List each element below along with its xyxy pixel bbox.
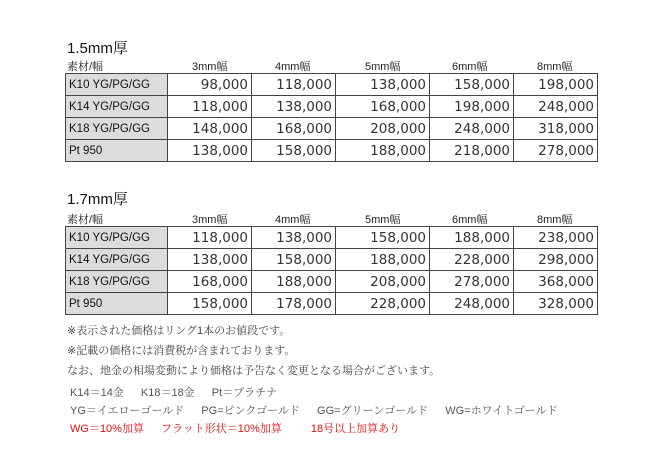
price-cell: 248,000 [430,293,514,315]
section-title-1-5mm: 1.5mm厚 [67,40,128,57]
table-header-1-7mm [65,211,597,227]
note-tax-included: ※記載の価格には消費税が含まれております。 [67,345,296,357]
price-cell: 138,000 [252,96,336,118]
material-cell: Pt 950 [66,140,168,162]
legend-pt: Pt＝プラチナ [211,387,278,399]
legend-gg: GG=グリーンゴールド [317,405,429,417]
surcharge-wg: WG＝10%加算 [70,423,144,435]
header-3mm: 3mm幅 [192,61,228,73]
header-8mm: 8mm幅 [537,214,573,226]
price-cell: 138,000 [168,249,252,271]
price-cell: 278,000 [514,140,598,162]
section-title-1-7mm: 1.7mm厚 [67,191,128,208]
surcharge-notes [70,420,414,436]
header-5mm: 5mm幅 [365,61,401,73]
legend-k18: K18＝18金 [140,387,195,399]
price-cell: 168,000 [168,271,252,293]
price-cell: 158,000 [252,140,336,162]
surcharge-flat: フラット形状＝10%加算 [161,423,282,435]
surcharge-size: 18号以上加算あり [310,423,401,435]
material-cell: K14 YG/PG/GG [66,96,168,118]
price-cell: 98,000 [168,74,252,96]
legend-wg: WG=ホワイトゴールド [445,405,558,417]
price-cell: 208,000 [336,118,430,140]
price-cell: 158,000 [336,227,430,249]
legend-pg: PG=ピンクゴールド [201,405,300,417]
price-cell: 208,000 [336,271,430,293]
price-cell: 198,000 [514,74,598,96]
material-cell: K18 YG/PG/GG [66,271,168,293]
legend-karat [70,384,291,400]
price-cell: 138,000 [336,74,430,96]
price-cell: 198,000 [430,96,514,118]
price-table-1-5mm [65,73,598,162]
material-cell: K14 YG/PG/GG [66,249,168,271]
price-cell: 168,000 [336,96,430,118]
table-row [66,271,598,293]
material-cell: K18 YG/PG/GG [66,118,168,140]
note-price-per-ring: ※表示された価格はリング1本のお値段です。 [67,325,291,337]
price-cell: 138,000 [168,140,252,162]
header-material-width: 素材/幅 [67,214,104,226]
price-cell: 278,000 [430,271,514,293]
price-cell: 148,000 [168,118,252,140]
price-cell: 328,000 [514,293,598,315]
header-material-width: 素材/幅 [67,61,104,73]
price-cell: 188,000 [336,249,430,271]
price-cell: 188,000 [252,271,336,293]
price-cell: 118,000 [168,96,252,118]
price-cell: 228,000 [430,249,514,271]
price-cell: 158,000 [168,293,252,315]
table-row [66,227,598,249]
material-cell: K10 YG/PG/GG [66,74,168,96]
price-cell: 118,000 [168,227,252,249]
price-cell: 248,000 [430,118,514,140]
table-row [66,249,598,271]
price-cell: 158,000 [430,74,514,96]
price-cell: 228,000 [336,293,430,315]
table-row [66,118,598,140]
table-row [66,74,598,96]
header-5mm: 5mm幅 [365,214,401,226]
header-6mm: 6mm幅 [452,61,488,73]
price-cell: 188,000 [336,140,430,162]
table-header-1-5mm [65,58,597,74]
header-4mm: 4mm幅 [275,214,311,226]
price-cell: 178,000 [252,293,336,315]
header-3mm: 3mm幅 [192,214,228,226]
price-cell: 168,000 [252,118,336,140]
legend-yg: YG＝イエローゴールド [70,405,185,417]
material-cell: Pt 950 [66,293,168,315]
price-cell: 158,000 [252,249,336,271]
header-6mm: 6mm幅 [452,214,488,226]
price-cell: 138,000 [252,227,336,249]
price-cell: 318,000 [514,118,598,140]
price-cell: 368,000 [514,271,598,293]
price-cell: 238,000 [514,227,598,249]
note-price-change: なお、地金の相場変動により価格は予告なく変更となる場合がございます。 [67,365,441,377]
price-table-1-7mm [65,226,598,315]
table-row [66,140,598,162]
table-row [66,293,598,315]
price-cell: 118,000 [252,74,336,96]
header-8mm: 8mm幅 [537,61,573,73]
header-4mm: 4mm幅 [275,61,311,73]
legend-colors [70,402,572,418]
material-cell: K10 YG/PG/GG [66,227,168,249]
price-cell: 298,000 [514,249,598,271]
price-cell: 218,000 [430,140,514,162]
price-cell: 248,000 [514,96,598,118]
legend-k14: K14＝14金 [70,387,124,399]
table-row [66,96,598,118]
price-cell: 188,000 [430,227,514,249]
